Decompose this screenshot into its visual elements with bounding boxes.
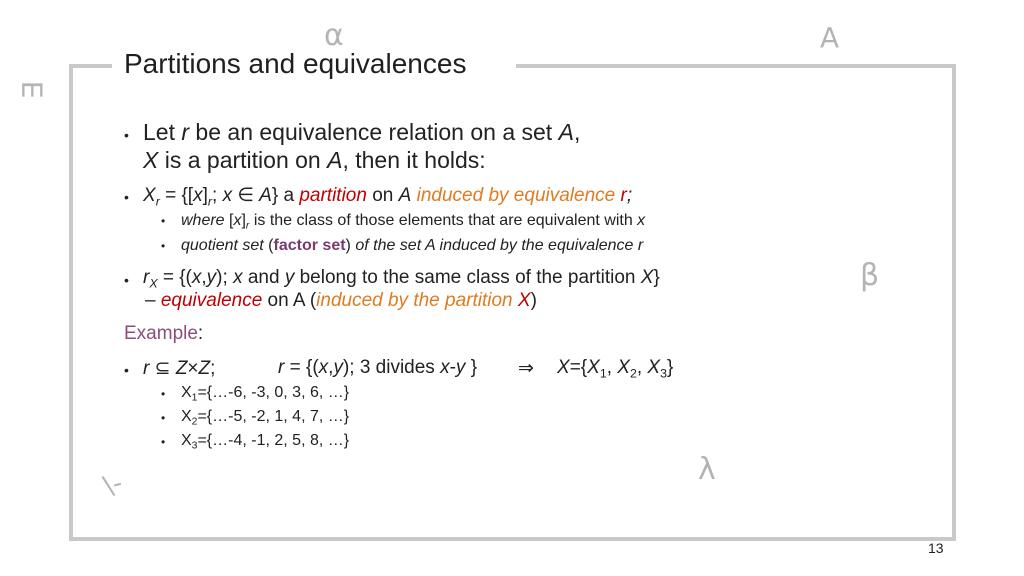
exists-symbol: ∃	[16, 81, 50, 100]
bullet-marker: •	[124, 127, 129, 143]
bullet-1-line-2: X is a partition on A, then it holds:	[143, 147, 486, 173]
induced-partition-term: induced by the partition	[316, 290, 518, 311]
class-2: $X_2=\{\dots-5$, -2, 1, 4, 7, …}	[181, 408, 350, 428]
sub-bullet-2: quotient set (factor set) of the set A induced by the equivalence r	[181, 237, 644, 254]
induced-term: induced by equivalence	[416, 185, 621, 206]
bullet-4-relation: r ⊆ Z×Z;	[143, 358, 216, 379]
factor-set-term: factor set	[273, 237, 346, 254]
implies-arrow: ⇒	[518, 358, 534, 379]
bullet-4-definition: r = {(x,y); 3 divides x-y }	[278, 357, 478, 378]
sub-bullet-marker: •	[161, 435, 166, 449]
bullet-3-line-1: $r_X = \{(x,y)$; x and y belong to the same class of the partition X}	[143, 267, 660, 291]
example-label: Example:	[124, 323, 204, 344]
bullet-2-line: $X_r = \{[x]_r$; x ∈ A} a partition on A induced by equivalence r;	[143, 185, 633, 209]
bullet-1-line-1: Let r be an equivalence relation on a set A,	[143, 119, 581, 145]
bullet-marker: •	[124, 362, 129, 378]
sub-bullet-1: where $[x]_r$ is the class of those elements that are equivalent with x	[181, 212, 646, 232]
sub-bullet-marker: •	[161, 214, 166, 228]
lambda-variant-symbol: \-	[100, 468, 126, 502]
alpha-symbol: α	[324, 18, 344, 53]
class-3: $X_3=\{\dots-4$, -1, 2, 5, 8, …}	[181, 432, 350, 452]
bullet-4-partition: $X=\{X_1$, $X_2$, $X_3$}	[557, 357, 674, 381]
lambda-symbol: λ	[698, 452, 716, 487]
bullet-marker: •	[124, 272, 129, 288]
equivalence-term: equivalence	[160, 290, 263, 311]
slide-title: Partitions and equivalences	[124, 48, 467, 79]
sub-bullet-marker: •	[161, 387, 166, 401]
bullet-3-line-2: – equivalence on A (induced by the partition X)	[145, 290, 537, 311]
sub-bullet-marker: •	[161, 239, 166, 253]
class-1: $X_1=\{\dots-6$, -3, 0, 3, 6, …}	[181, 384, 350, 404]
page-number: 13	[928, 540, 944, 556]
forall-symbol: ∀	[820, 20, 840, 53]
sub-bullet-marker: •	[161, 411, 166, 425]
partition-term: partition	[299, 185, 367, 206]
beta-symbol: β	[860, 258, 880, 293]
bullet-marker: •	[124, 189, 129, 205]
